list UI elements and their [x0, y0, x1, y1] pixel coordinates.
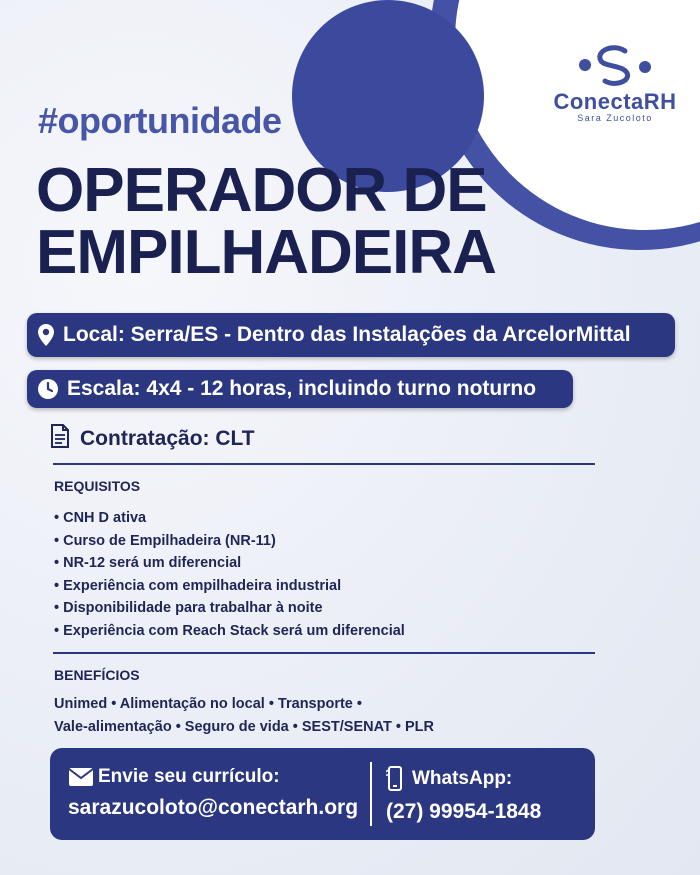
list-item: • NR-12 será um diferencial: [54, 555, 242, 571]
brand-name: ConectaRH: [553, 89, 677, 114]
location-pin-icon: [37, 323, 55, 347]
beneficios-line-1: Unimed • Alimentação no local • Transporte •: [54, 696, 362, 712]
email-label-row: [68, 766, 358, 788]
brand-logo: [535, 45, 695, 123]
divider: [53, 463, 595, 465]
list-item: • Experiência com Reach Stack será um diferencial: [54, 622, 405, 639]
email-column: [68, 766, 358, 820]
title-line-1: OPERADOR DE: [36, 156, 487, 225]
contact-box: [50, 748, 595, 840]
envelope-icon: [68, 767, 94, 787]
whatsapp-number[interactable]: (27) 99954-1848: [386, 800, 542, 823]
phone-icon: [386, 766, 404, 792]
list-item: • CNH D ativa: [54, 510, 147, 526]
local-text: Local: Serra/ES - Dentro das Instalações da ArcelorMittal: [63, 323, 631, 346]
escala-text: Escala: 4x4 - 12 horas, incluindo turno noturno: [67, 377, 537, 400]
email-label: Envie seu currículo:: [98, 766, 280, 787]
hashtag: #oportunidade: [38, 100, 282, 141]
page-title: [36, 156, 496, 287]
contratacao-row: [50, 424, 255, 454]
beneficios-text: [54, 693, 434, 739]
beneficios-line-2: Vale-alimentação • Seguro de vida • SEST/SENAT • PLR: [54, 719, 434, 735]
whatsapp-column: [386, 766, 541, 824]
divider: [53, 652, 595, 654]
whatsapp-label-row: [386, 766, 541, 792]
beneficios-heading: BENEFÍCIOS: [54, 667, 140, 683]
title-line-2: EMPILHADEIRA: [36, 218, 496, 287]
list-item: • Disponibilidade para trabalhar à noite: [54, 600, 323, 616]
whatsapp-label: WhatsApp:: [412, 768, 513, 789]
brand-subtitle: Sara Zucoloto: [577, 113, 653, 123]
clock-icon: [37, 378, 59, 400]
conectarh-logo-icon: [575, 45, 655, 87]
requisitos-heading: REQUISITOS: [54, 478, 141, 494]
requisitos-list: [54, 507, 405, 642]
list-item: • Experiência com empilhadeira industrial: [54, 577, 342, 594]
contact-divider: [370, 762, 372, 826]
contratacao-text: Contratação: CLT: [80, 427, 255, 450]
local-badge: [27, 313, 675, 357]
list-item: • Curso de Empilhadeira (NR-11): [54, 532, 276, 549]
document-icon: [50, 424, 70, 454]
escala-badge: [27, 370, 573, 408]
email-link[interactable]: sarazucoloto@conectarh.org: [68, 796, 359, 819]
